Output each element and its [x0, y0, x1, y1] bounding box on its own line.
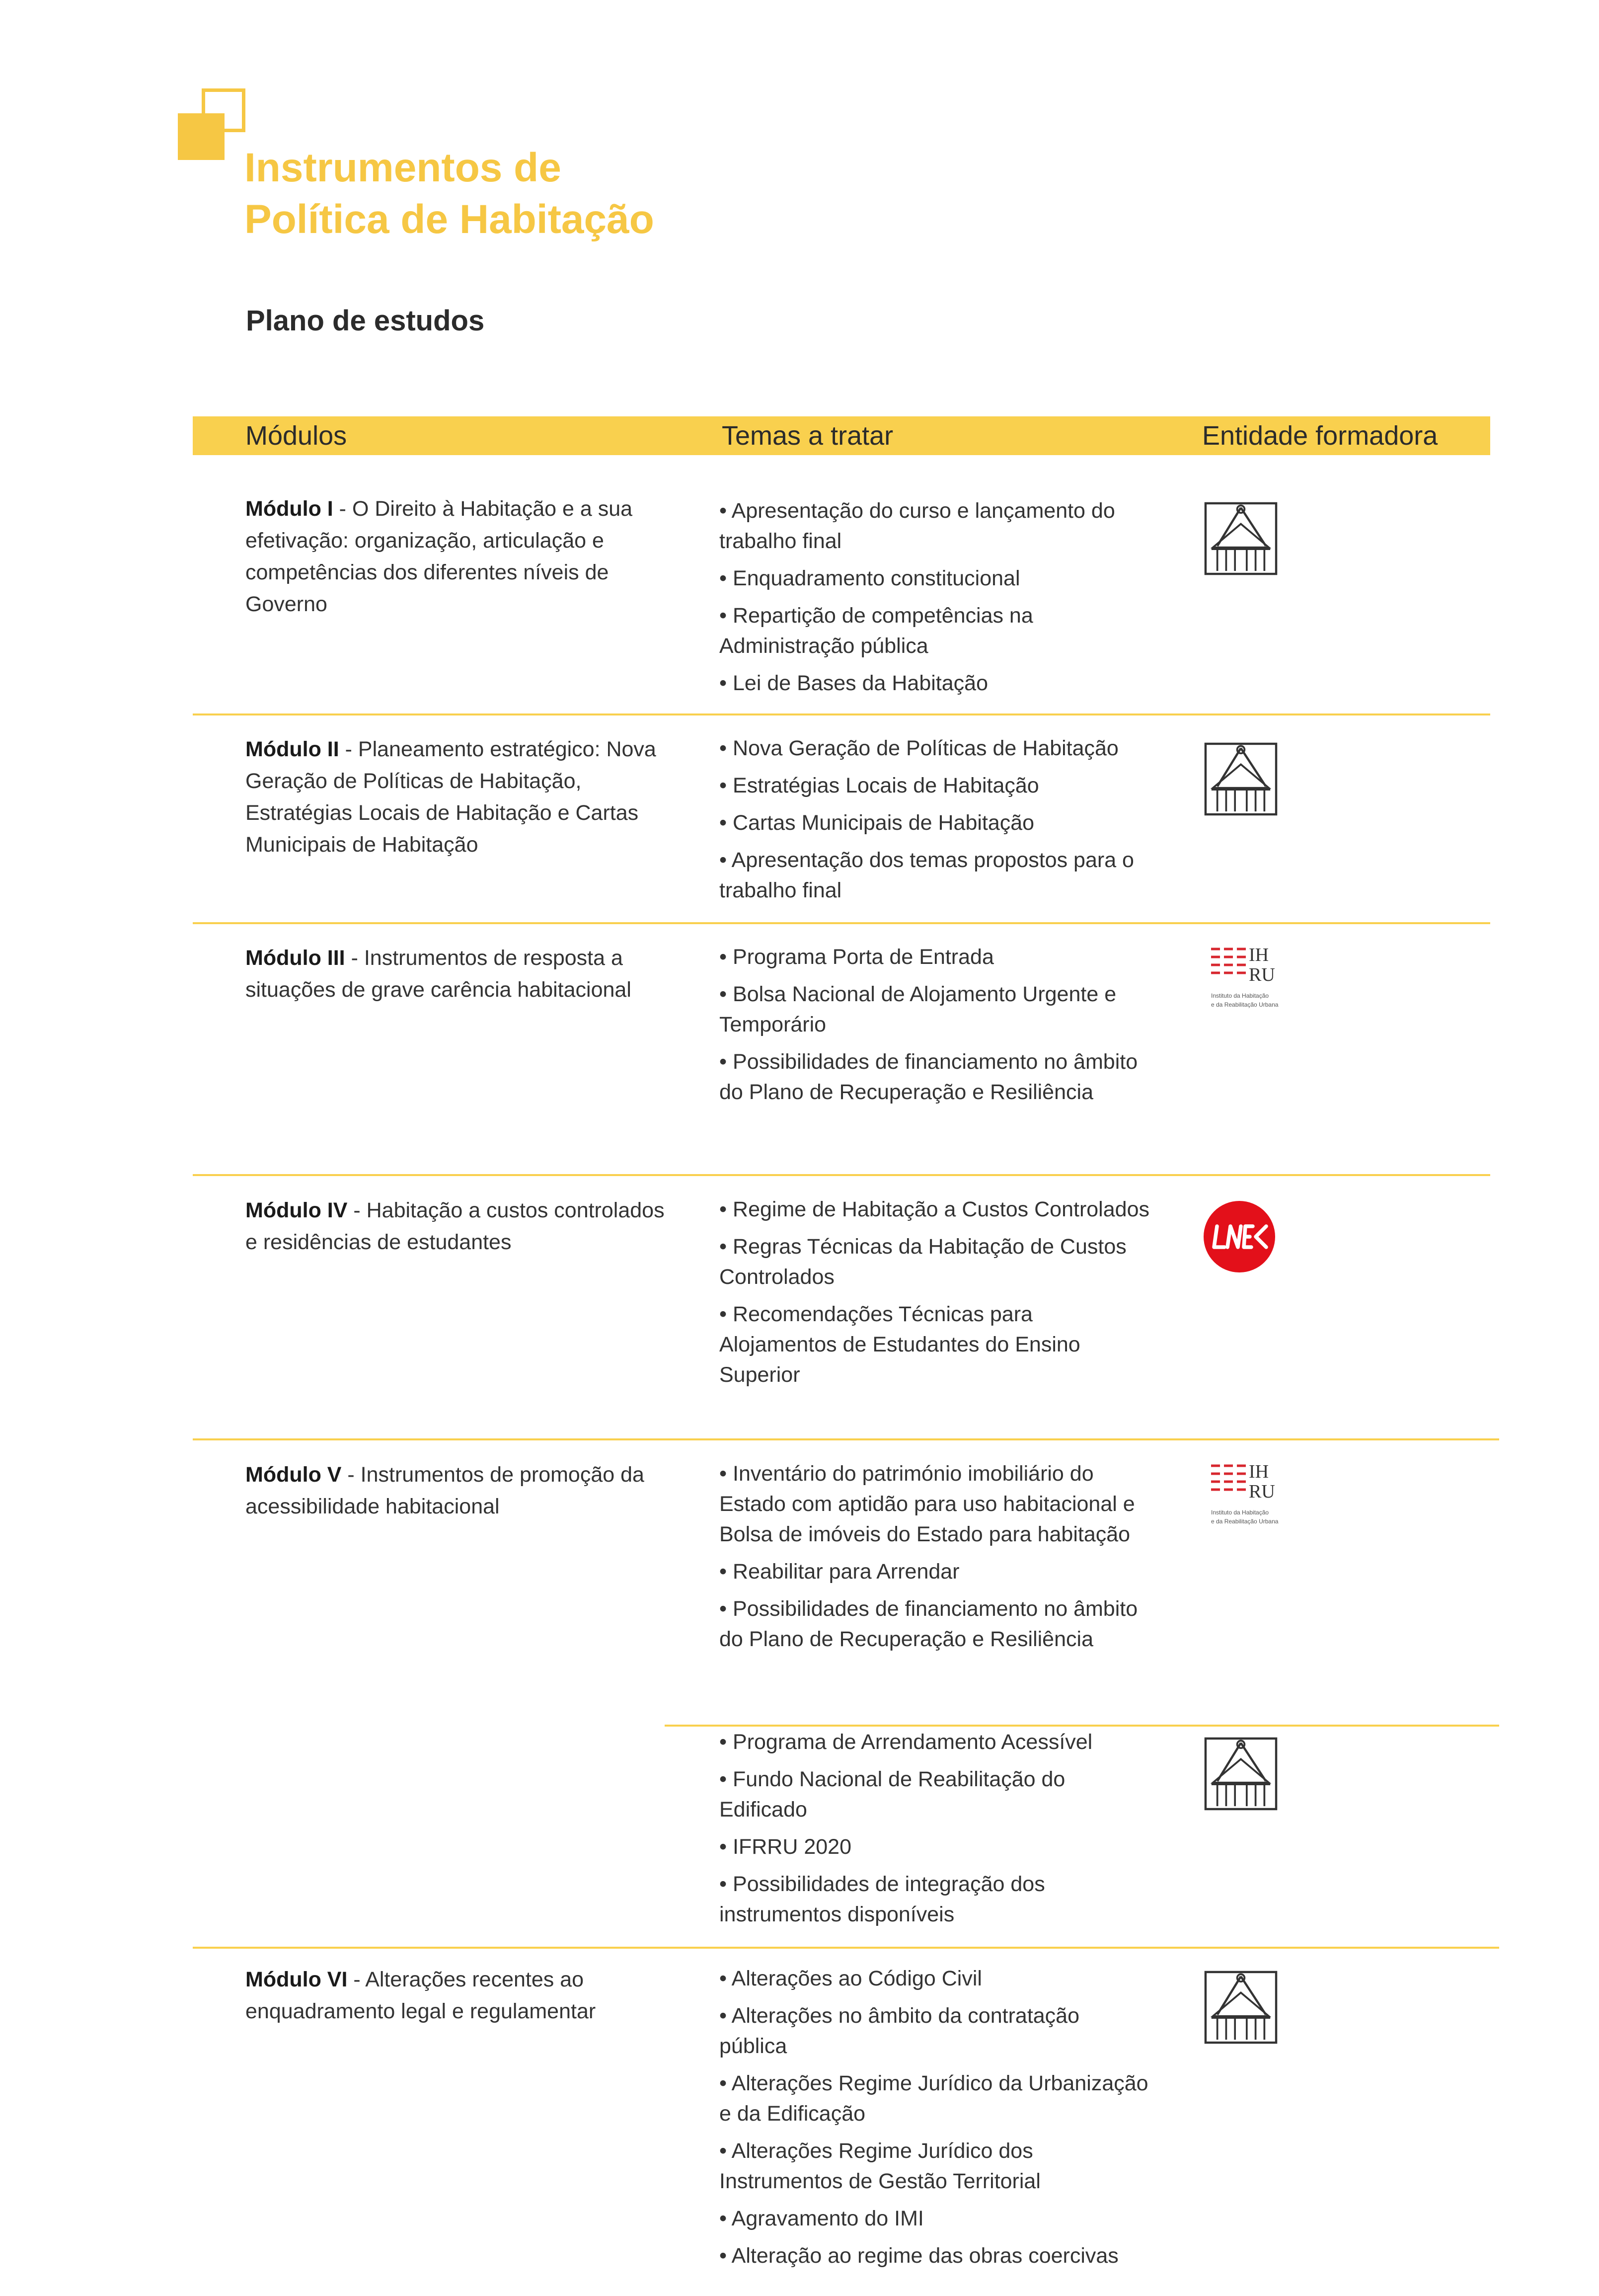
list-item: • Alterações Regime Jurídico da Urbanização e da Edificação [719, 2068, 1151, 2129]
list-item: • Possibilidades de financiamento no âmbito do Plano de Recuperação e Resiliência [719, 1594, 1151, 1655]
module-4-cell [245, 1194, 673, 1258]
ihru-caption-2: e da Reabilitação Urbana [1211, 1001, 1279, 1008]
ihru-letters-bottom: RU [1249, 1481, 1275, 1502]
ihru-caption-1: Instituto da Habitação [1211, 992, 1269, 999]
module-2-cell [245, 733, 673, 861]
ihru-logo [1210, 945, 1294, 1015]
list-item: • IFRRU 2020 [719, 1832, 1151, 1862]
list-item: • Fundo Nacional de Reabilitação do Edificado [719, 1764, 1151, 1825]
page-subtitle: Plano de estudos [246, 305, 485, 337]
list-item: • Reabilitar para Arrendar [719, 1557, 1151, 1587]
decor-square-outline [202, 88, 245, 132]
row-divider [193, 713, 1490, 715]
list-item: • Cartas Municipais de Habitação [719, 808, 1151, 838]
module-5-description: - Instrumentos de promoção da acessibilidade habitacional [245, 1463, 644, 1518]
table-header [193, 416, 1490, 455]
subrow-divider [665, 1725, 1499, 1727]
page-title-line-2: Política de Habitação [244, 197, 654, 242]
module-3-description: - Instrumentos de resposta a situações de grave carência habitacional [245, 946, 631, 1002]
module-6-description: - Alterações recentes ao enquadramento legal e regulamentar [245, 1968, 596, 2023]
module-4-topics [719, 1194, 1151, 1397]
module-3-topics [719, 942, 1151, 1114]
list-item: • Nova Geração de Políticas de Habitação [719, 733, 1151, 764]
module-6-label: Módulo VI [245, 1968, 348, 1991]
module-1-label: Módulo I [245, 497, 333, 521]
list-item: • Alterações ao Código Civil [719, 1964, 1151, 1994]
row-divider [193, 1438, 1499, 1440]
lnec-logo [1202, 1199, 1277, 1274]
list-item: • Enquadramento constitucional [719, 563, 1151, 594]
column-header-topics: Temas a tratar [722, 421, 894, 451]
faculdade-arquitetura-logo [1204, 1971, 1278, 2044]
ihru-letters-bottom: RU [1249, 964, 1275, 985]
page-title [244, 142, 654, 245]
row-divider [193, 922, 1490, 924]
page-title-line-1: Instrumentos de [244, 145, 561, 190]
module-2-topics [719, 733, 1151, 913]
faculdade-arquitetura-logo [1204, 742, 1278, 816]
module-6-topics [719, 1964, 1151, 2278]
list-item: • Possibilidades de integração dos instrumentos disponíveis [719, 1869, 1151, 1930]
module-3-cell [245, 942, 673, 1006]
ihru-logo [1210, 1462, 1294, 1531]
module-1-description: - O Direito à Habitação e a sua efetivação: organização, articulação e competências dos diferentes níveis de Governo [245, 497, 633, 616]
list-item: • Estratégias Locais de Habitação [719, 771, 1151, 801]
module-4-description: - Habitação a custos controlados e residências de estudantes [245, 1198, 665, 1254]
ihru-caption-1: Instituto da Habitação [1211, 1509, 1269, 1516]
list-item: • Alterações no âmbito da contratação pública [719, 2001, 1151, 2061]
faculdade-arquitetura-logo [1204, 1737, 1278, 1811]
list-item: • Alterações Regime Jurídico dos Instrumentos de Gestão Territorial [719, 2136, 1151, 2197]
list-item: • Alteração ao regime das obras coercivas [719, 2241, 1151, 2271]
row-divider [193, 1174, 1490, 1176]
module-4-label: Módulo IV [245, 1198, 348, 1222]
column-header-entity: Entidade formadora [1202, 421, 1438, 451]
row-divider [193, 1947, 1499, 1949]
module-1-topics [719, 496, 1151, 706]
module-2-label: Módulo II [245, 737, 339, 761]
module-5-label: Módulo V [245, 1463, 342, 1487]
module-3-label: Módulo III [245, 946, 345, 970]
list-item: • Regime de Habitação a Custos Controlados [719, 1194, 1151, 1225]
module-2-description: - Planeamento estratégico: Nova Geração de Políticas de Habitação, Estratégias Locais de Habitação e Cartas Municipais de Habitação [245, 737, 656, 857]
list-item: • Bolsa Nacional de Alojamento Urgente e Temporário [719, 979, 1151, 1040]
ihru-letters-top: IH [1249, 1462, 1269, 1482]
column-header-modules: Módulos [245, 421, 347, 451]
ihru-letters-top: IH [1249, 945, 1269, 965]
list-item: • Lei de Bases da Habitação [719, 668, 1151, 699]
module-5-cell [245, 1459, 673, 1522]
list-item: • Recomendações Técnicas para Alojamentos de Estudantes do Ensino Superior [719, 1299, 1151, 1390]
list-item: • Agravamento do IMI [719, 2204, 1151, 2234]
list-item: • Programa de Arrendamento Acessível [719, 1727, 1151, 1757]
faculdade-arquitetura-logo [1204, 502, 1278, 575]
list-item: • Regras Técnicas da Habitação de Custos Controlados [719, 1232, 1151, 1292]
module-6-cell [245, 1964, 673, 2027]
module-5-topics-b [719, 1727, 1151, 1937]
list-item: • Inventário do património imobiliário do Estado com aptidão para uso habitacional e Bolsa de imóveis do Estado para habitação [719, 1459, 1151, 1550]
module-5-topics [719, 1459, 1151, 1662]
list-item: • Possibilidades de financiamento no âmbito do Plano de Recuperação e Resiliência [719, 1047, 1151, 1108]
list-item: • Apresentação do curso e lançamento do trabalho final [719, 496, 1151, 556]
ihru-caption-2: e da Reabilitação Urbana [1211, 1518, 1279, 1525]
list-item: • Programa Porta de Entrada [719, 942, 1151, 972]
list-item: • Apresentação dos temas propostos para o trabalho final [719, 845, 1151, 906]
list-item: • Repartição de competências na Administração pública [719, 601, 1151, 661]
module-1-cell [245, 493, 673, 620]
